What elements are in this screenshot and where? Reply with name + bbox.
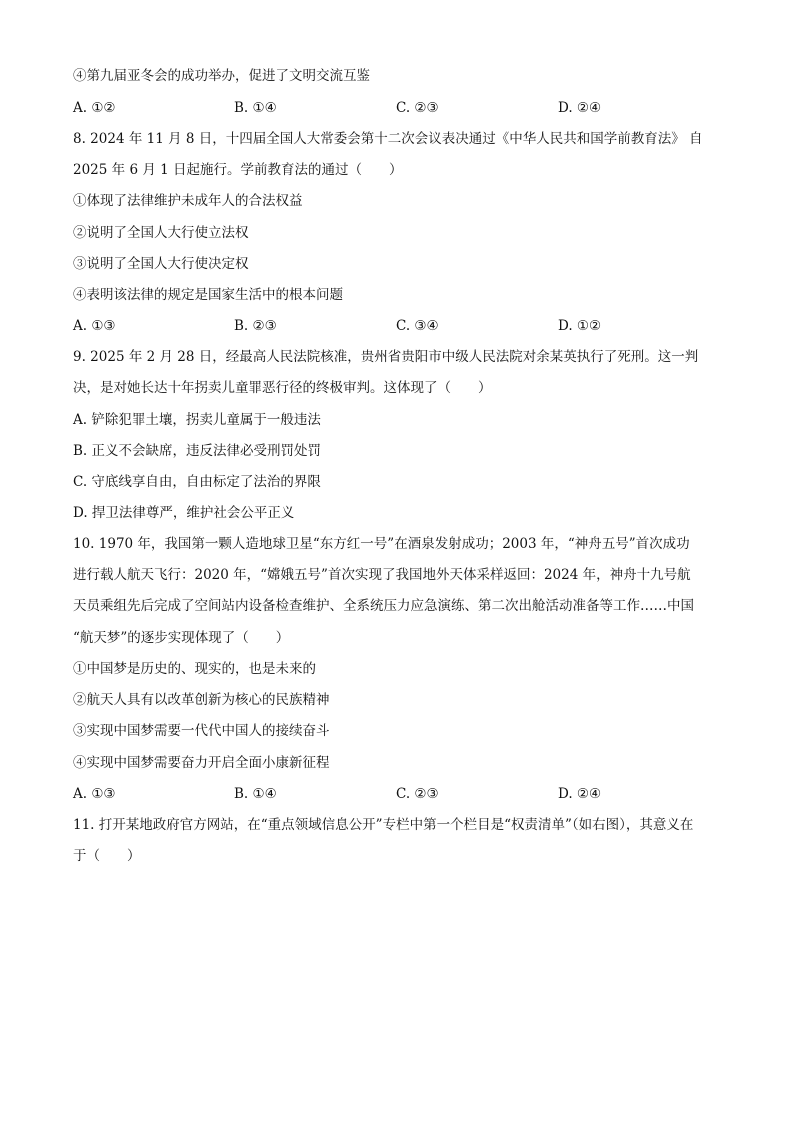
q9-choice-c: C. 守底线享自由，自由标定了法治的界限 (73, 474, 321, 490)
q8-option-d: D. ①② (558, 318, 602, 334)
q8-option-c: C. ③④ (396, 318, 439, 334)
q10-item-4: ④实现中国梦需要奋力开启全面小康新征程 (73, 755, 330, 771)
q10-option-b: B. ①④ (234, 786, 277, 802)
q8-item-2: ②说明了全国人大行使立法权 (73, 225, 249, 241)
q7-option-c: C. ②③ (396, 100, 439, 116)
q7-option-d: D. ②④ (558, 100, 602, 116)
q10-stem-line-2: 进行载人航天飞行：2020 年，“嫦娥五号”首次实现了我国地外天体采样返回：2024 年，神舟十九号航 (73, 567, 691, 583)
q8-stem-line-2: 2025 年 6 月 1 日起施行。学前教育法的通过（ ） (73, 162, 403, 178)
q7-option-b: B. ①④ (234, 100, 277, 116)
q10-option-a: A. ①③ (73, 786, 116, 802)
q11-stem-line-2: 于（ ） (73, 848, 141, 864)
q9-choice-d: D. 捍卫法律尊严，维护社会公平正义 (73, 505, 295, 521)
q10-option-d: D. ②④ (558, 786, 602, 802)
q8-stem-line-1: 8. 2024 年 11 月 8 日，十四届全国人大常委会第十二次会议表决通过《中华人民共和国学前教育法》 自 (73, 131, 703, 147)
q9-stem-line-2: 决，是对她长达十年拐卖儿童罪恶行径的终极审判。这体现了（ ） (73, 380, 492, 396)
q10-option-c: C. ②③ (396, 786, 439, 802)
q10-stem-line-4: “航天梦”的逐步实现体现了（ ） (73, 630, 290, 646)
q8-item-1: ①体现了法律维护未成年人的合法权益 (73, 193, 303, 209)
q10-item-2: ②航天人具有以改革创新为核心的民族精神 (73, 692, 330, 708)
q9-stem-line-1: 9. 2025 年 2 月 28 日，经最高人民法院核准，贵州省贵阳市中级人民法院对余某英执行了死刑。这一判 (73, 349, 699, 365)
q11-stem-line-1: 11. 打开某地政府官方网站，在“重点领域信息公开”专栏中第一个栏目是“权责清单”（如右图），其意义在 (73, 817, 694, 833)
q7-item-4: ④第九届亚冬会的成功举办，促进了文明交流互鉴 (73, 68, 370, 84)
q8-option-b: B. ②③ (234, 318, 277, 334)
q8-item-3: ③说明了全国人大行使决定权 (73, 256, 249, 272)
q9-choice-b: B. 正义不会缺席，违反法律必受刑罚处罚 (73, 443, 322, 459)
q9-choice-a: A. 铲除犯罪土壤，拐卖儿童属于一般违法 (73, 412, 321, 428)
q10-item-1: ①中国梦是历史的、现实的，也是未来的 (73, 661, 316, 677)
q10-stem-line-1: 10. 1970 年，我国第一颗人造地球卫星“东方红一号”在酒泉发射成功；2003 年，“神舟五号”首次成功 (73, 536, 690, 552)
q8-item-4: ④表明该法律的规定是国家生活中的根本问题 (73, 287, 343, 303)
q10-item-3: ③实现中国梦需要一代代中国人的接续奋斗 (73, 723, 330, 739)
q8-option-a: A. ①③ (73, 318, 116, 334)
q10-stem-line-3: 天员乘组先后完成了空间站内设备检查维护、全系统压力应急演练、第二次出舱活动准备等工作……中国 (73, 598, 694, 614)
q7-option-a: A. ①② (73, 100, 116, 116)
